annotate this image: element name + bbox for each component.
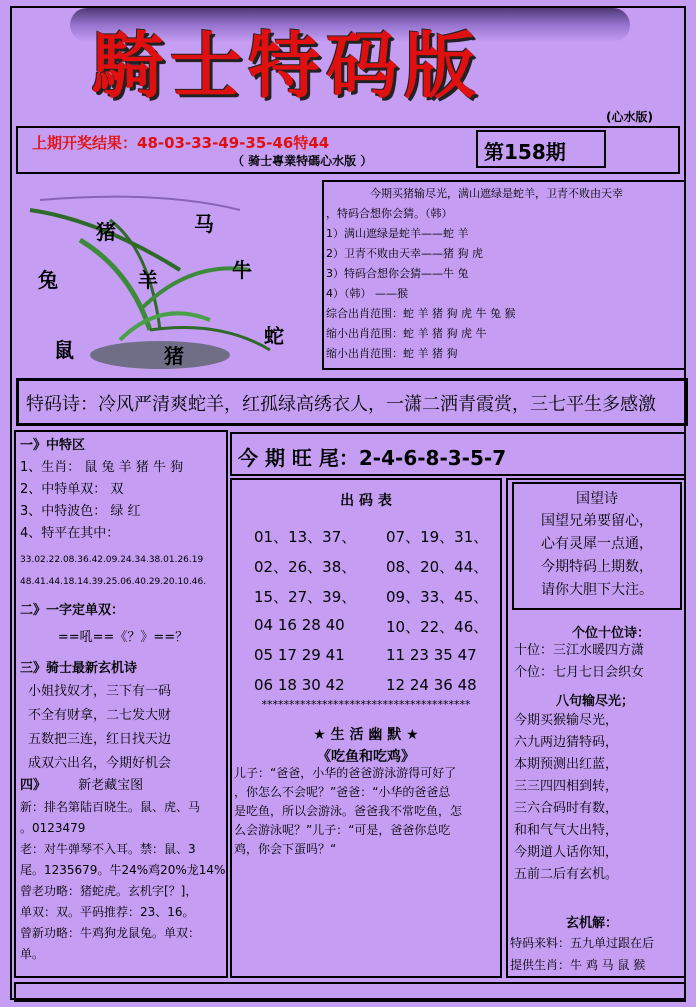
riddle-line: ，特码合想你会猜。（韩）: [326, 207, 453, 220]
special-line: 1、生肖： 鼠 兔 羊 猪 牛 狗: [20, 460, 184, 475]
poem-line: 五数把三连，红日找天边: [28, 732, 172, 747]
riddle-line: 缩小出肖范围：蛇 羊 猪 狗: [326, 347, 458, 360]
section-title: 二》一字定单双：: [20, 603, 125, 618]
zodiac-zhu-2: 猪: [164, 344, 184, 368]
humor-title: ★ 生 活 幽 默 ★: [313, 727, 419, 743]
bajv-line: 今期道人话你知，: [514, 845, 619, 860]
xuanji-title: 玄机解：: [566, 916, 619, 931]
chuma-cell: 08、20、44、: [386, 558, 489, 576]
left-content: [20, 436, 226, 965]
humor-line: 鸡，你会下蛋吗？“: [234, 842, 337, 856]
treasure-line: 。0123479: [20, 821, 86, 835]
treasure-line: 尾。1235679。牛24%鸡20%龙14%: [20, 863, 226, 877]
number-list: 33.02.22.08.36.42.09.24.34.38.01.26.19: [20, 555, 204, 565]
zodiac-zhu: 猪: [96, 220, 116, 244]
chuma-table: [230, 526, 502, 706]
riddle-line: 综合出肖范围：蛇 羊 猪 狗 虎 牛 兔 猴: [326, 307, 516, 320]
poem-line: 小姐找奴才，三下有一码: [28, 684, 172, 699]
special-line: 3、中特波色： 绿 红: [20, 504, 141, 519]
treasure-line: 老：对牛弹琴不入耳。禁：鼠、3: [20, 842, 196, 856]
gewei-text: [514, 640, 644, 684]
issue-number: 第158期: [484, 140, 566, 164]
guowang-line: 请你大胆下大注。: [541, 582, 653, 598]
chuma-cell: 02、26、38、: [254, 558, 357, 576]
edition-label: (心水版): [606, 110, 653, 124]
guowang-line: 国望兄弟要留心，: [541, 513, 653, 529]
riddle-line: 4）（韩） ——猴: [326, 287, 408, 300]
humor-line: 儿子：“爸爸，小华的爸爸游泳游得可好了: [234, 766, 457, 780]
bajv-text: [514, 710, 618, 886]
bajv-line: 六九两边猜特码，: [514, 735, 619, 750]
subtitle: （ 骑士專業特碼心水版 ）: [232, 154, 373, 168]
zodiac-niu: 牛: [232, 258, 252, 282]
riddle-line: 2）卫青不败由天幸——猪 狗 虎: [326, 247, 483, 260]
bajv-line: 今期买猴输尽光，: [514, 713, 619, 728]
section-title: 一》中特区: [20, 438, 86, 453]
treasure-line: 新：排名第陆百晓生。鼠、虎、马: [20, 800, 201, 814]
gewei-line: 十位：三江水暖四方潇: [514, 643, 645, 658]
wangwei-text: 今 期 旺 尾：2-4-6-8-3-5-7: [238, 446, 507, 470]
humor-line: 么会游泳呢？”儿子：“可是，爸爸你总吃: [234, 823, 451, 837]
star-divider: **************************************: [261, 698, 471, 711]
single-double-line: ==吼==《？》==？: [57, 630, 189, 645]
treasure-line: 单双：双。平码推荐：23、16。: [20, 905, 195, 919]
chuma-cell: 06 18 30 42: [254, 676, 345, 694]
chuma-cell: 12 24 36 48: [386, 676, 477, 694]
humor-text: [234, 764, 500, 859]
zodiac-shu: 鼠: [54, 338, 74, 362]
last-result: 上期开奖结果：48-03-33-49-35-46特44: [32, 134, 330, 152]
chuma-cell: 11 23 35 47: [386, 646, 477, 664]
special-line: 4、特平在其中：: [20, 526, 120, 541]
zodiac-she: 蛇: [264, 324, 284, 348]
guowang-text: [512, 510, 682, 602]
poem-text: 特码诗：冷风严清爽蛇羊，红孤绿高绣衣人，一潇二洒青霞赏，三七平生多感激: [26, 394, 656, 415]
gewei-title: 个位十位诗：: [572, 626, 651, 641]
riddle-line: 3）特码合想你会猜——牛 兔: [326, 267, 469, 280]
riddle-line: 今期买猪输尽光，满山遮绿是蛇羊，卫青不败由天幸: [370, 187, 623, 200]
treasure-line: 曾老功略：猪蛇虎。玄机字[？]，: [20, 884, 198, 898]
humor-subtitle: 《吃鱼和吃鸡》: [317, 749, 415, 765]
guowang-line: 今期特码上期数，: [541, 559, 653, 575]
zodiac-tu: 兔: [38, 268, 58, 292]
treasure-line: 曾新功略：牛鸡狗龙鼠兔。单双：: [20, 926, 201, 940]
humor-line: 是吃鱼，所以会游泳。爸爸我不常吃鱼，怎: [234, 804, 463, 818]
bajv-line: 五前二后有玄机。: [514, 867, 619, 882]
chuma-cell: 01、13、37、: [254, 528, 357, 546]
section-title: 三》骑士最新玄机诗: [20, 661, 138, 676]
zodiac-ma: 马: [194, 212, 214, 236]
section-title: 新老藏宝图: [78, 778, 144, 793]
xuanji-line: 提供生肖：牛 鸡 马 鼠 猴: [510, 958, 646, 972]
bajv-line: 三六合码时有数，: [514, 801, 619, 816]
bajv-line: 三三四四相到转，: [514, 779, 619, 794]
poem-line: 成双六出名，今期好机会: [28, 756, 172, 771]
chuma-cell: 05 17 29 41: [254, 646, 345, 664]
zodiac-yang: 羊: [138, 268, 158, 292]
xuanji-text: [510, 932, 654, 976]
bajv-title: 八句输尽光；: [556, 694, 635, 709]
xuanji-line: 特码来料：五九单过跟在后: [510, 936, 655, 950]
page-title: 騎士特码版: [92, 23, 483, 108]
bottom-bar: [14, 982, 686, 1002]
chuma-cell: 15、27、39、: [254, 588, 357, 606]
chuma-title: 出 码 表: [340, 493, 392, 509]
chuma-cell: 07、19、31、: [386, 528, 489, 546]
riddle-text: [326, 184, 682, 364]
riddle-line: 缩小出肖范围：蛇 羊 猪 狗 虎 牛: [326, 327, 487, 340]
riddle-line: 1）满山遮绿是蛇羊——蛇 羊: [326, 227, 469, 240]
section-label: 四》: [20, 778, 47, 793]
chuma-cell: 10、22、46、: [386, 618, 489, 636]
guowang-line: 心有灵犀一点通，: [541, 536, 653, 552]
bajv-line: 本期预测出红蓝，: [514, 757, 619, 772]
number-list: 48.41.44.18.14.39.25.06.40.29.20.10.46.: [20, 577, 207, 587]
gewei-line: 个位：七月七日会织女: [514, 665, 645, 680]
chuma-cell: 09、33、45、: [386, 588, 489, 606]
chuma-cell: 04 16 28 40: [254, 616, 345, 634]
poem-line: 不全有财拿，二七发大财: [28, 708, 172, 723]
special-line: 2、中特单双： 双: [20, 482, 124, 497]
bajv-line: 和和气气大出特，: [514, 823, 619, 838]
guowang-title: 国望诗: [576, 491, 618, 507]
treasure-line: 单。: [20, 947, 45, 961]
humor-line: ，你怎么不会呢？”爸爸：“小华的爸爸总: [234, 785, 451, 799]
